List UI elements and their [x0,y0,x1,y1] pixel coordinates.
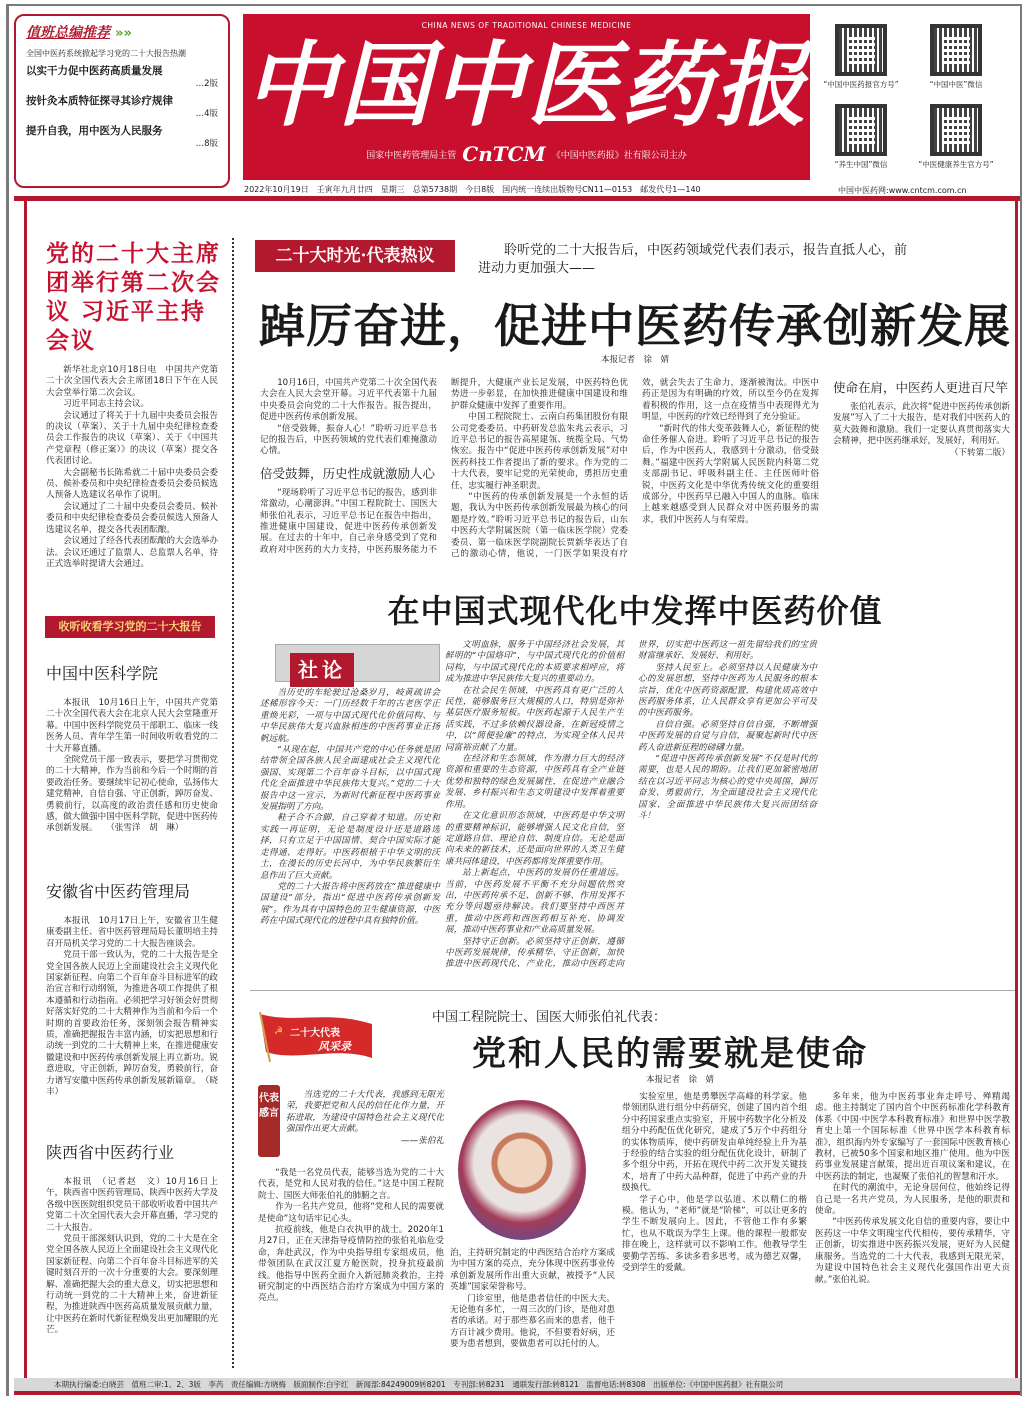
paragraph: 实验室里，他是勇攀医学高峰的科学家。他带领团队进行组分中药研究，创建了国内首个组分中药国家重点实验室，开展中药数字化分析及组分中药配伍优化研究，建成了5万个中药组分的实体物质库，使中药研发由单纯经验上升为基于经验的结合实验的组分配伍优化设计，研制了多个组分中药，开拓在现代中药二次开发关键技术，培育了中药大品种群，促进了中药产业的升级换代。 [622,1092,807,1194]
recommend-intro: 全国中医药系统掀起学习党的二十大报告热潮 [26,49,186,58]
recommend-item-page: …8版 [195,139,218,149]
qr-code-2[interactable] [930,24,996,90]
continued-note[interactable]: （下转第二版） [949,447,1010,458]
recommend-item[interactable] [26,94,218,120]
paragraph: 多年来，他为中医药事业奔走呼号、殚精竭虑。他主持制定了国内首个中医药标准化学科教育体系《中国·中医学本科教育标准》和世界中医学教育史上第一个国际标准《世界中医学本科教育标准》，组织海内外专家编写了一套国际中医教育核心教材，已被50多个国家和地区推广使用。他为中医药事业发展建言献策，提出近百项议案和建议，在中医药法的制定，也凝聚了张伯礼的智慧和汗水。 [815,1092,1010,1182]
header-rule [14,196,1020,201]
paragraph: 党员干部深刻认识到，党的二十大是在全党全国各族人民迈上全面建设社会主义现代化国家新征程、向第二个百年奋斗目标进军的关键时刻召开的一次十分重要的大会。要深刻理解、准确把握大会的重大意义，切实把思想和行动统一到党的二十大精神上来，奋进新征程，为推进陕西中医药高质量发展贡献力量，让中医药在新时代新征程焕发出更加耀眼的光芒。 [46,1234,218,1336]
section-cacms [46,664,218,835]
paragraph: “中医药的传承创新发展是一个永恒的话题，我认为中医药传承创新发展最为核心的问题是疗效。”聆听习近平总书记的报告后，山东中医药大学附属医院（第一临床医学院）党委委员、第一临床医学院副院长贾新华表达了自己的激动心情，他说，一门医学如果没有疗效，就会失去了生命力，逐渐被淘汰。中医中药正是因为有明确的疗效，所以至今仍在发挥着积极的作用，这一点在疫情当中表现得尤为明显，中医药的疗效已经得到了充分验证。 [451,378,819,560]
paragraph: 全院党员干部一致表示，要把学习贯彻党的二十大精神，作为当前和今后一个时期的首要政治任务。要继续牢记初心使命，弘扬伟大建党精神，自信自强、守正创新，踔厉奋发、勇毅前行，以高度的政治责任感和历史使命感，做大做强中国中医科学院，促进中医药传承创新发展。 （张雪洋 胡 琳） [46,755,218,834]
triple-chevron-right-icon: »» [115,26,132,41]
profile-headline[interactable]: 党和人民的需要就是使命 [472,1034,868,1074]
website-link[interactable]: 中国中医药网:www.cntcm.com.cn [838,186,967,195]
profile-col-4 [815,1092,1010,1286]
section-anhui [46,882,227,1099]
qr-caption: “中国中医药报官方号” [823,80,899,89]
recommend-item-title[interactable]: 以实干力促中医药高质量发展 [26,65,163,77]
dateline: 2022年10月19日 壬寅年九月廿四 星期三 总第5738期 今日8版 国内统一连续出版物号CN11—0153 邮发代号1—140 [244,185,701,194]
section-title[interactable]: 安徽省中医药管理局 [46,882,191,901]
top-story-body [260,378,1010,564]
qr-caption: “中国中医”微信 [929,80,983,89]
paragraph: 作为一名共产党员，他将“党和人民的需要就是使命”这句话牢记心头。 [258,1202,444,1224]
profile-col-1 [258,1168,444,1305]
editor-recommend-box [14,14,230,188]
sponsor-left: 国家中医药管理局主管 [366,150,457,161]
paragraph: 党员干部一致认为，党的二十大报告是全党全国各族人民迈上全面建设社会主义现代化国家新征程、向第二个百年奋斗目标进军的政治宣言和行动纲领，为推进各项工作提供了根本遵循和行动指南。必须把学习好领会好贯彻好落实好党的二十大精神作为当前和今后一个时期的首要政治任务，深刻领会报告精神实质，准确把握报告丰富内涵，切实把思想和行动统一到党的二十大精神上来，在推进健康安徽建设和中医药传承创新发展上再立新功。锐意进取，守正创新，踔厉奋发，勇毅前行，奋力谱写安徽中医药传承创新发展新篇章。 （晓 丰） [46,950,227,1098]
paragraph: 学子心中，他是学以弘道、术以精仁的楷模。他认为，“老师”就是“阶梯”，可以让更多的学生不断发展向上。因此，不管他工作有多繁忙，也从不耽误为学生上课。他的课程一般都安排在晚上，这样就可以不影响工作。他教导学生要勤学苦练、多读多看多思考，成为德艺双馨，受到学生的爱戴。 [622,1194,807,1274]
recommend-item[interactable] [26,124,218,150]
svg-text:☭: ☭ [274,1026,283,1037]
quote-label: 代表感言 [258,1085,280,1157]
column-tag: 二十大时光·代表热议 [255,240,455,272]
recommend-item[interactable] [26,64,218,90]
footer-rule [14,1391,1020,1395]
subheading: 倍受鼓舞，历史性成就激励人心 [260,465,436,481]
column-divider [232,238,234,1368]
paragraph: “我是一名党员代表，能够当选为党的二十大代表，是党和人民对我的信任。”这是中国工程院院士、国医大师张伯礼的肺腑之言。 [258,1168,444,1201]
badge-line-2: 风采录 [318,1040,351,1053]
cntcm-logo: CnTCM [462,142,546,166]
paragraph: 在时代的潮流中，无论身居何位，他始终记得自己是一名共产党员，为人民服务，是他的职责和使命。 [815,1183,1010,1217]
profile-col-2 [450,1248,615,1351]
paragraph: 在经济和生态领域，作为潜力巨大的经济资源和重要的生态资源，中医药具有全产业链优势和独特的绿色发展属性，在促进产业融合发展、乡村振兴和生态文明建设中发挥着重要作用。 [445,754,624,810]
recommend-title: 值班总编推荐 [26,25,110,41]
paragraph: 本报讯 10月17日上午，安徽省卫生健康委副主任、省中医药管理局局长董明培主持召开局机关学习党的二十大报告座谈会。 [46,916,218,949]
paragraph: 习近平同志主持会议。 [63,399,150,410]
recommend-item-page: …4版 [195,109,218,119]
qr-code-3[interactable] [835,104,901,170]
masthead-title: 中国中医药报 [244,31,809,139]
paragraph: “倍受鼓舞，振奋人心！”聆听习近平总书记的报告后，中医药领域的党代表们难掩激动心情。 [260,423,437,457]
qr-code-icon[interactable] [835,24,887,76]
editorial-label-box [275,644,440,682]
section-shaanxi [46,1143,218,1337]
top-story-headline[interactable]: 踔厉奋进，促进中医药传承创新发展 [259,299,1011,353]
left-lead-article [46,365,218,570]
paragraph: 本报讯 （记者赵 文）10月16日上午，陕西省中医药管理局、陕西中医药大学及各级中医医院组织党员干部收听收看中国共产党第二十次全国代表大会开幕直播，学习党的二十大报告。 [46,1177,218,1233]
paragraph: 在社会民生领域，中医药具有更广泛的人民性，能够服务巨大规模的人口，特别是弥补基层医疗服务短板。中医药起源于人民生产生活实践，不过多依赖仪器设备，在新冠疫情之中，以“简便验廉”的特点，为实现全体人民共同富裕贡献了力量。 [445,685,624,753]
quote-author: ——张伯礼 [401,1135,444,1146]
paragraph: 自信自强。必须坚持自信自强，不断增强中医药发展的自觉与自信，凝聚起新时代中医药人奋进新征程的磅礴力量。 [638,719,817,753]
editorial-cols-2-4 [445,640,1010,980]
paragraph: 中国工程院院士、云南白药集团股份有限公司党委委员、中药研发总监朱兆云表示，习近平总书记的报告高屋建瓴、统揽全局、气势恢宏。报告中“促进中医药传承创新发展”对中医药科技工作者提出了新的要求。作为党的二十大代表，要牢记党的光荣使命，勇担历史重任，忠实履行神圣职责。 [451,412,628,491]
paragraph: 坚持守正创新。必须坚持守正创新，遵循中医药发展规律，传承精华、守正创新，加快推进中医药现代化、产业化，推动中医药走向世界，切实把中医药这一祖先留给我们的宝贵财富继承好、发展好、利用好。 [445,640,817,970]
paragraph: 门诊室里，他是患者信任的中医大夫。无论他有多忙，一周三次的门诊，是他对患者的承诺。对于那些慕名而来的患者，他千方百计减少费用。他说，不但要看好病，还要为患者想到，要做患者可以托付的人。 [450,1293,615,1350]
qr-code-icon[interactable] [835,104,887,156]
qr-code-icon[interactable] [930,104,982,156]
delegate-quote [286,1090,444,1147]
paragraph: “从现在起，中国共产党的中心任务就是团结带领全国各族人民全面建成社会主义现代化强国、实现第二个百年奋斗目标，以中国式现代化全面推进中华民族伟大复兴。”党的二十大报告中这一宣示，为新时代新征程中医药事业发展指明了方向。 [260,745,440,813]
badge-line-1: 二十大代表 [290,1028,340,1039]
quote-text: 当选党的二十大代表，我感到无限光荣，我要把党和人民的信任化作力量，开拓进取，为建设中国特色社会主义现代化强国作出更大贡献。 [286,1090,444,1135]
zhang-boli-portrait [458,1100,586,1240]
sponsor-right: 《中国中医药报》社有限公司主办 [551,150,687,161]
recommend-item-title[interactable]: 按针灸本质特征探寻其诊疗规律 [26,95,173,107]
top-story-byline: 本报记者 徐 婧 [600,355,669,365]
paragraph: “现场聆听了习近平总书记的报告，感到非常激动，心潮澎湃。”中国工程院院士、国医大师张伯礼表示，习近平总书记在报告中指出，推进健康中国建设，促进中医药传承创新发展。在过去的十年中，自己亲身感受到了党和政府对中医药的大力支持，中医药服务能力不断提升，大健康产业长足发展，中医药特色优势进一步彰显，在加快推进健康中国建设和维护群众健康中发挥了重要作用。 [260,378,628,555]
paragraph: 坚持人民至上。必须坚持以人民健康为中心的发展思想，坚持中医药为人民服务的根本宗旨，优化中医药资源配置，构建优质高效中医药服务体系，让人民群众享有更加公平可及的中医药服务。 [638,662,817,719]
left-headline[interactable]: 党的二十大主席团举行第二次会议 习近平主持会议 [46,241,221,354]
profile-col-3 [622,1092,807,1275]
paragraph: 文明血脉，服务于中国经济社会发展，其鲜明的“中国烙印”，与中国式现代化的价值相同构，与中国式现代化的本质要求相呼应，将成为推进中华民族伟大复兴的重要动力。 [445,640,624,685]
right-red-rule [1015,201,1018,1378]
recommend-item-title[interactable]: 提升自我，用中医为人民服务 [26,125,163,137]
paragraph: “促进中医药传承创新发展”不仅是时代的需要，也是人民的期盼。让我们更加紧密地团结在以习近平同志为核心的党中央周围，踔厉奋发、勇毅前行，为全面建设社会主义现代化国家、全面推进中华民族伟大复兴而团结奋斗！ [638,754,817,822]
paragraph: 抗疫前线，他是白衣执甲的战士。2020年1月27日，正在天津指导疫情防控的张伯礼临危受命，奔赴武汉，作为中央指导组专家组成员，他带领团队在武汉江夏方舱医院，投身抗疫最前线。他指导中医药全面介入新冠肺炎救治，主持研究制定的中西医结合治疗方案成为中国方案的亮点。 [258,1225,444,1304]
section-title[interactable]: 陕西省中医药行业 [46,1143,175,1162]
paragraph: 治，主持研究制定的中西医结合治疗方案成为中国方案的亮点，充分体现中医药事业传承创新发展所作出重大贡献，被授予“人民英雄”国家荣誉称号。 [450,1248,615,1293]
imprint-footer: 本期执行编委:白晓芸 值班二审:1、2、3版 李芮 责任编辑:方晓梅 版面制作:白宇红 新闻部:84249009转8201 专刊部:转8231 通联发行部:转8121 监督电话:转8308 出版单位:《中国中医药报》社有限公司 [14,1378,1020,1391]
masthead-english: CHINA NEWS OF TRADITIONAL CHINESE MEDICINE [421,21,632,30]
masthead-sponsors [243,142,810,166]
paragraph: 站上新起点，中医药的发展仍任重道远。当前，中医药发展不平衡不充分问题依然突出，中医药传承不足、创新不够、作用发挥不充分等问题亟待解决。我们要坚持中西医并重，推动中医药和西医药相互补充、协调发展，推动中医药事业和产业高质量发展。 [445,868,624,936]
profile-kicker: 中国工程院院士、国医大师张伯礼代表： [432,1010,667,1025]
qr-caption: “养生中国”微信 [834,160,888,169]
paragraph: 会议通过了经各代表团酝酿的大会选举办法。会议还通过了监票人、总监票人名单，待正式选举时提请大会通过。 [46,536,218,569]
section-title[interactable]: 中国中医科学院 [46,664,159,683]
editorial-col-1 [260,688,440,978]
qr-code-4[interactable] [918,104,996,170]
section-divider [250,990,1015,991]
study-report-banner: 收听收看学习党的二十大报告 [45,616,215,638]
paragraph: 当历史的车轮驶过沧桑岁月，岐黄疏讲会述稀形容今天：一门历经数千年的古老医学正重焕光彩，一项与中国式现代化价值同构、与中华民族伟大复兴血脉相连的中医药事业正扬帆远航。 [260,688,440,744]
paragraph: 会议通过了二十届中央委员会委员、候补委员和中央纪律检查委员会委员候选人预备人选建议名单，提交各代表团酝酿。 [46,501,218,535]
recommend-item-page: …2版 [195,79,218,89]
paragraph: 10月16日，中国共产党第二十次全国代表大会在人民大会堂开幕。习近平代表第十九届中央委员会向党的二十大作报告。报告提出，促进中医药传承创新发展。 [260,378,437,423]
top-story-kicker: 聆听党的二十大报告后，中医药领域党代表们表示，报告直抵人心，前进动力更加强大—— [478,243,908,276]
paragraph: 鞋子合不合脚，自己穿着才知道。历史和实践一再证明，无论是制度设计还是道路选择，只有立足于中国国情、契合中国实际才能走得通、走得好。中医药根植于中华文明的沃土，在漫长的历史长河中，为中华民族繁衍生息作出了巨大贡献。 [260,813,440,881]
paragraph: 会议通过了将关于十九届中央委员会报告的决议（草案）、关于十九届中央纪律检查委员会工作报告的决议（草案）、关于《中国共产党章程（修正案）》的决议（草案）提交各代表团讨论。 [46,410,218,467]
paragraph: “中医药传承发展文化自信的重要内容，要让中医药这一中华文明瑰宝代代相传，要传承精华，守正创新，切实推进中医药振兴发展，更好为人民健康服务。当选党的二十大代表，我感到无限光荣，为建设中国特色社会主义现代化强国作出更大贡献。”张伯礼说。 [815,1217,1010,1285]
paragraph: 大会副秘书长陈希就二十届中央委员会委员、候补委员和中央纪律检查委员会委员候选人预备人选建议名单作了说明。 [46,467,218,501]
paragraph: 在文化意识形态领域，中医药是中华文明的重要精神标识，能够增强人民文化自信，坚定道路自信、理论自信、制度自信。无论是面向未来的新技术，还是面向世界的人类卫生健康共同体建设，中医药都将发挥重要作用。 [445,811,624,867]
paragraph: 党的二十大报告将中医药放在“推进健康中国建设”部分，指出“促进中医药传承创新发展”。作为具有中国特色的卫生健康资源，中医药在中国式现代化的进程中具有独特价值。 [260,881,440,927]
editorial-headline[interactable]: 在中国式现代化中发挥中医药价值 [387,592,883,630]
subheading: 使命在肩，中医药人更进百尺竿 [833,380,1009,395]
editorial-tag: 社论 [290,653,354,687]
masthead [243,14,810,180]
qr-code-icon[interactable] [930,24,982,76]
paragraph: 本报讯 10月16日上午，中国共产党第二十次全国代表大会在北京人民大会堂隆重开幕。中国中医科学院党员干部职工、临床一线医务人员、青年学生第一时间收听收看党的二十大开幕直播。 [46,698,218,754]
qr-code-1[interactable] [823,24,901,90]
profile-byline: 本报记者 徐 婧 [645,1075,714,1085]
paragraph: “新时代的伟大变革鼓舞人心，新征程的使命任务催人奋进。聆听了习近平总书记的报告后，作为中医药人，我感到十分激动，倍受鼓舞。”福建中医药大学附属人民医院内科第二党支部副书记、呼吸科副主任、主任医师叶俗锐，中医药文化是中华优秀传统文化的重要组成部分，中医药早已融入中国人的血脉。临床上越来越感受到人民群众对中医药服务的需求，我们中医药人与有荣焉。 [642,423,819,525]
paragraph: 张伯礼表示，此次将“促进中医药传承创新发展”写入了二十大报告，是对我们中医药人的莫大鼓舞和激励。我们一定要认真贯彻落实大会精神，把中医药继承好，发展好，利用好。 [833,402,1010,447]
qr-caption: “中医健康养生官方号” [918,160,994,169]
left-red-rule [24,201,27,1378]
paragraph: 新华社北京10月18日电 中国共产党第二十次全国代表大会主席团18日下午在人民大会堂举行第二次会议。 [46,365,218,398]
